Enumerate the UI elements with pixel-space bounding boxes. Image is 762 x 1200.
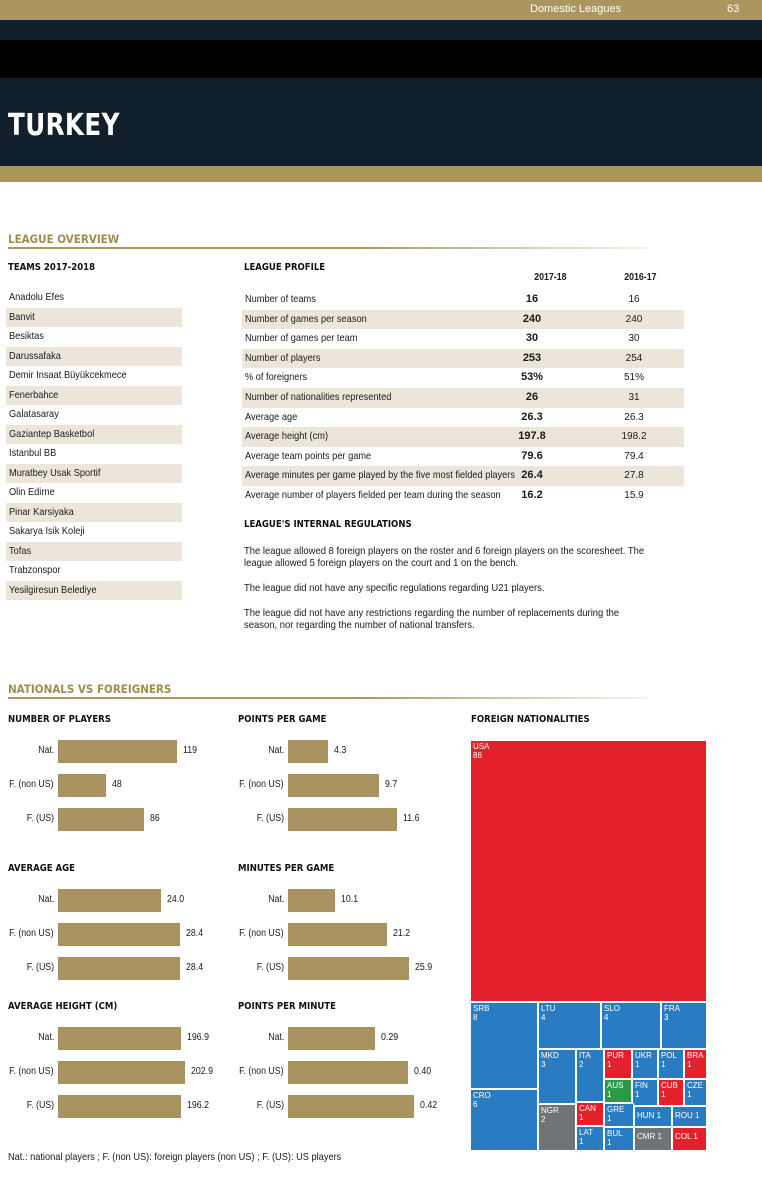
treemap-cell-mkd <box>538 1049 576 1104</box>
treemap-code: SLO <box>604 1004 621 1013</box>
treemap-cell-ltu <box>538 1002 601 1049</box>
bar-value-label: 24.0 <box>166 894 184 905</box>
bar-value-label: 25.9 <box>415 962 433 973</box>
team-row <box>6 483 182 503</box>
footnote: Nat.: national players ; F. (non US): foreign players (non US) ; F. (US): US players <box>8 1151 342 1163</box>
team-row <box>6 347 182 367</box>
profile-row <box>242 466 684 486</box>
bar-nat <box>58 1027 181 1050</box>
treemap-code: CZE <box>687 1081 703 1090</box>
team-row <box>6 542 182 562</box>
profile-row <box>242 368 684 388</box>
profile-row <box>242 310 684 330</box>
team-row <box>6 386 182 406</box>
bar-category-label: F. (US) <box>26 962 54 973</box>
bar-category-label: F. (US) <box>26 813 54 824</box>
treemap-value: 1 <box>607 1137 612 1147</box>
treemap-cell-fin <box>632 1079 658 1106</box>
treemap-value: 1 <box>607 1113 612 1123</box>
profile-value-2017-18: 53% <box>520 371 544 384</box>
page-number: 63 <box>727 3 740 15</box>
treemap-cell-ita <box>576 1049 604 1102</box>
team-name: Darussafaka <box>9 349 61 362</box>
treemap-value: 1 <box>656 1111 662 1120</box>
bar-nat <box>58 889 161 912</box>
column-header-2016-17: 2016-17 <box>624 272 657 283</box>
profile-label: Number of players <box>245 351 321 364</box>
team-name: Olin Edirne <box>9 486 55 498</box>
bar-category-label: F. (US) <box>256 813 284 824</box>
treemap-code: GRE <box>607 1105 625 1114</box>
treemap-cell-pol <box>658 1049 684 1079</box>
profile-row <box>242 486 684 506</box>
team-row <box>6 366 182 386</box>
regulation-paragraph: The league did not have any restrictions regarding the number of replacements during the season, nor regarding the number of national transfers. <box>244 607 620 631</box>
treemap-cell-ngr <box>538 1104 576 1151</box>
treemap-cell-cro <box>470 1089 538 1151</box>
treemap-code: CAN <box>579 1104 596 1113</box>
bar-f-non-us <box>58 1061 185 1084</box>
treemap-code: ROU <box>675 1111 693 1120</box>
treemap-cell-bra <box>684 1049 707 1079</box>
treemap-code: COL <box>675 1132 692 1141</box>
treemap-cell-ukr <box>632 1049 658 1079</box>
treemap-value: 6 <box>473 1099 478 1109</box>
bar-value-label: 0.40 <box>414 1066 432 1077</box>
treemap-code: FIN <box>635 1081 648 1090</box>
team-name: Anadolu Efes <box>9 291 64 303</box>
treemap-value: 86 <box>473 750 482 760</box>
treemap-value: 1 <box>579 1136 584 1146</box>
bar-f-non-us <box>58 774 106 797</box>
team-row <box>6 308 182 328</box>
chart-title-points-per-minute: POINTS PER MINUTE <box>238 1001 336 1012</box>
team-name: Fenerbahce <box>9 388 59 401</box>
team-name: Banvit <box>9 310 35 323</box>
profile-row <box>242 408 684 428</box>
regulations-heading: LEAGUE'S INTERNAL REGULATIONS <box>244 519 412 530</box>
bar-f-us <box>288 957 409 980</box>
bar-category-label: F. (non US) <box>239 928 284 939</box>
treemap-cell-fra <box>661 1002 707 1049</box>
column-header-2017-18: 2017-18 <box>534 272 567 283</box>
profile-value-2017-18: 197.8 <box>518 430 546 443</box>
treemap-cell-lat <box>576 1126 604 1151</box>
profile-value-2016-17: 15.9 <box>624 490 644 501</box>
bar-f-non-us <box>288 1061 408 1084</box>
treemap-value: 1 <box>579 1112 584 1122</box>
profile-label: Average height (cm) <box>245 430 329 443</box>
bar-category-label: F. (US) <box>256 962 284 973</box>
bar-category-label: Nat. <box>37 745 54 756</box>
team-name: Muratbey Usak Sportif <box>9 466 101 479</box>
bar-category-label: F. (non US) <box>239 1066 284 1077</box>
treemap-cell-cmr <box>634 1127 672 1151</box>
treemap-value: 2 <box>579 1059 584 1069</box>
profile-value-2017-18: 26 <box>525 391 539 403</box>
bar-category-label: Nat. <box>267 745 284 756</box>
profile-value-2017-18: 79.6 <box>521 449 543 462</box>
profile-value-2017-18: 16.2 <box>521 489 543 501</box>
section-divider <box>8 697 648 699</box>
team-row <box>6 288 182 308</box>
bar-value-label: 196.9 <box>187 1032 210 1043</box>
treemap-cell-usa <box>470 740 707 1002</box>
treemap-value: 1 <box>657 1132 662 1141</box>
treemap-value: 1 <box>687 1059 692 1069</box>
profile-row <box>242 329 684 349</box>
profile-value-2016-17: 16 <box>628 294 640 305</box>
treemap-cell-can <box>576 1102 604 1126</box>
profile-value-2017-18: 26.4 <box>521 469 543 482</box>
profile-row <box>242 427 684 447</box>
treemap-cell-srb <box>470 1002 538 1089</box>
bar-f-us <box>288 1095 414 1118</box>
regulation-paragraph: The league allowed 8 foreign players on the roster and 6 foreign players on the scoresheet. The league allowed 5 foreign players on the court and 1 on the bench. <box>244 545 645 569</box>
profile-value-2017-18: 30 <box>525 332 539 345</box>
bar-nat <box>288 889 335 912</box>
treemap-cell-gre <box>604 1103 634 1127</box>
profile-value-2016-17: 198.2 <box>621 431 647 443</box>
bar-value-label: 28.4 <box>185 928 203 939</box>
profile-value-2016-17: 27.8 <box>624 470 644 482</box>
bar-f-non-us <box>288 774 379 797</box>
treemap-value: 1 <box>607 1059 612 1069</box>
bar-value-label: 119 <box>183 745 198 756</box>
team-name: Sakarya Isik Koleji <box>9 525 85 537</box>
team-row <box>6 425 182 445</box>
profile-value-2016-17: 30 <box>628 333 640 345</box>
treemap-code: ITA <box>579 1051 591 1060</box>
profile-value-2016-17: 79.4 <box>624 450 644 462</box>
profile-value-2017-18: 26.3 <box>521 410 543 423</box>
team-row <box>6 327 182 347</box>
profile-value-2017-18: 253 <box>522 351 542 364</box>
profile-label: Number of games per team <box>245 332 358 345</box>
nationals-heading: NATIONALS VS FOREIGNERS <box>8 682 172 696</box>
treemap-value: 4 <box>604 1012 609 1022</box>
team-name: Besiktas <box>9 330 44 342</box>
profile-value-2016-17: 254 <box>625 352 643 364</box>
bar-category-label: Nat. <box>267 1032 284 1043</box>
treemap-cell-hun <box>634 1106 672 1127</box>
treemap-code: USA <box>473 742 490 751</box>
bar-value-label: 202.9 <box>190 1066 213 1077</box>
bar-category-label: F. (non US) <box>9 928 54 939</box>
profile-row <box>242 447 684 467</box>
treemap-code: BUL <box>607 1129 623 1138</box>
bar-category-label: F. (non US) <box>9 1066 54 1077</box>
chart-title-average-age: AVERAGE AGE <box>8 863 76 874</box>
bar-f-us <box>288 808 397 831</box>
profile-label: Number of nationalities represented <box>245 391 392 403</box>
treemap-value: 4 <box>541 1012 546 1022</box>
treemap-cell-rou <box>672 1106 707 1127</box>
team-name: Tofas <box>9 544 32 557</box>
treemap-value: 1 <box>635 1089 640 1099</box>
section-name: Domestic Leagues <box>530 3 622 15</box>
team-name: Gaziantep Basketbol <box>9 427 95 440</box>
team-row <box>6 405 182 425</box>
bar-value-label: 48 <box>112 779 122 790</box>
bar-value-label: 4.3 <box>334 745 347 756</box>
treemap-cell-aus <box>604 1079 632 1103</box>
treemap-cell-cze <box>684 1079 707 1106</box>
league-overview-heading: LEAGUE OVERVIEW <box>8 232 120 246</box>
treemap-cell-cub <box>658 1079 684 1106</box>
team-row <box>6 561 182 581</box>
treemap-code: SRB <box>473 1004 490 1013</box>
treemap-value: 1 <box>687 1089 692 1099</box>
treemap-title: FOREIGN NATIONALITIES <box>471 714 590 725</box>
gold-stripe <box>0 166 762 182</box>
treemap-code: LAT <box>579 1128 594 1137</box>
treemap-code: MKD <box>541 1051 559 1060</box>
team-row <box>6 444 182 464</box>
treemap-value: 8 <box>473 1012 478 1022</box>
treemap-value: 1 <box>661 1059 666 1069</box>
profile-value-2017-18: 240 <box>522 312 542 325</box>
profile-row <box>242 388 684 408</box>
profile-label: % of foreigners <box>245 371 308 384</box>
header-band-black <box>0 40 762 78</box>
teams-heading: TEAMS 2017-2018 <box>8 262 96 273</box>
profile-label: Average team points per game <box>245 449 372 462</box>
treemap-value: 1 <box>607 1089 612 1099</box>
bar-f-non-us <box>58 923 180 946</box>
treemap-cell-pur <box>604 1049 632 1079</box>
page-title: TURKEY <box>8 108 120 143</box>
chart-title-minutes-per-game: MINUTES PER GAME <box>238 863 335 874</box>
bar-category-label: F. (US) <box>256 1100 284 1111</box>
profile-value-2016-17: 51% <box>623 372 644 384</box>
team-row <box>6 503 182 523</box>
treemap-value: 1 <box>661 1089 666 1099</box>
bar-nat <box>288 740 328 763</box>
top-bar <box>0 0 762 20</box>
team-name: Yesilgiresun Belediye <box>9 583 97 596</box>
team-row <box>6 522 182 542</box>
bar-value-label: 28.4 <box>185 962 203 973</box>
bar-category-label: F. (US) <box>26 1100 54 1111</box>
treemap-cell-col <box>672 1127 707 1151</box>
bar-f-non-us <box>288 923 387 946</box>
profile-label: Average minutes per game played by the five most fielded players <box>245 469 515 482</box>
bar-value-label: 21.2 <box>393 928 411 939</box>
treemap-value: 1 <box>635 1059 640 1069</box>
chart-title-average-height-cm: AVERAGE HEIGHT (CM) <box>8 1001 118 1012</box>
league-profile-heading: LEAGUE PROFILE <box>244 262 326 273</box>
profile-label: Average age <box>245 410 298 423</box>
bar-nat <box>288 1027 375 1050</box>
profile-row <box>242 290 684 310</box>
bar-category-label: F. (non US) <box>239 779 284 790</box>
bar-value-label: 86 <box>150 813 160 824</box>
profile-row <box>242 349 684 369</box>
treemap-value: 1 <box>695 1111 700 1120</box>
treemap-code: CMR <box>637 1132 656 1141</box>
treemap-code: HUN <box>637 1111 655 1120</box>
bar-value-label: 0.42 <box>420 1100 438 1111</box>
bar-category-label: Nat. <box>37 894 54 905</box>
profile-value-2016-17: 31 <box>628 392 640 403</box>
regulation-paragraph: The league did not have any specific regulations regarding U21 players. <box>244 582 545 594</box>
bar-value-label: 196.2 <box>186 1100 209 1111</box>
bar-value-label: 0.29 <box>381 1032 399 1043</box>
treemap-code: POL <box>661 1051 678 1060</box>
bar-f-us <box>58 957 180 980</box>
treemap-code: NGR <box>541 1106 559 1115</box>
bar-category-label: Nat. <box>267 894 284 905</box>
treemap-code: PUR <box>607 1051 624 1060</box>
treemap-code: CRO <box>473 1091 491 1100</box>
treemap-code: BRA <box>687 1051 704 1060</box>
treemap-code: FRA <box>664 1004 680 1013</box>
treemap-code: CUB <box>661 1081 678 1090</box>
profile-label: Number of teams <box>245 293 316 305</box>
treemap-value: 3 <box>541 1059 546 1069</box>
bar-category-label: Nat. <box>37 1032 54 1043</box>
treemap-value: 3 <box>664 1012 669 1022</box>
team-name: Trabzonspor <box>9 564 61 576</box>
team-name: Demir Insaat Büyükcekmece <box>9 369 127 381</box>
team-name: Pinar Karsiyaka <box>9 505 74 518</box>
treemap-value: 1 <box>693 1132 698 1141</box>
chart-title-points-per-game: POINTS PER GAME <box>238 714 327 725</box>
treemap-cell-slo <box>601 1002 661 1049</box>
bar-category-label: F. (non US) <box>9 779 54 790</box>
profile-label: Average number of players fielded per team during the season <box>245 489 501 501</box>
team-name: Galatasaray <box>9 408 59 420</box>
profile-value-2016-17: 240 <box>625 313 643 325</box>
treemap-code: AUS <box>607 1081 624 1090</box>
bar-value-label: 9.7 <box>384 779 398 790</box>
profile-value-2017-18: 16 <box>525 293 539 305</box>
bar-value-label: 10.1 <box>341 894 359 905</box>
treemap-code: LTU <box>541 1004 556 1013</box>
team-row <box>6 581 182 601</box>
bar-f-us <box>58 1095 181 1118</box>
team-row <box>6 464 182 484</box>
chart-title-number-of-players: NUMBER OF PLAYERS <box>8 714 111 725</box>
treemap-code: UKR <box>635 1051 652 1060</box>
header-band <box>0 20 762 40</box>
profile-value-2016-17: 26.3 <box>624 411 644 423</box>
team-name: Istanbul BB <box>9 447 57 459</box>
bar-value-label: 11.6 <box>402 813 420 824</box>
treemap-value: 2 <box>541 1114 546 1124</box>
section-divider <box>8 247 648 249</box>
bar-f-us <box>58 808 144 831</box>
profile-label: Number of games per season <box>245 312 367 325</box>
treemap-cell-bul <box>604 1127 634 1151</box>
bar-nat <box>58 740 177 763</box>
